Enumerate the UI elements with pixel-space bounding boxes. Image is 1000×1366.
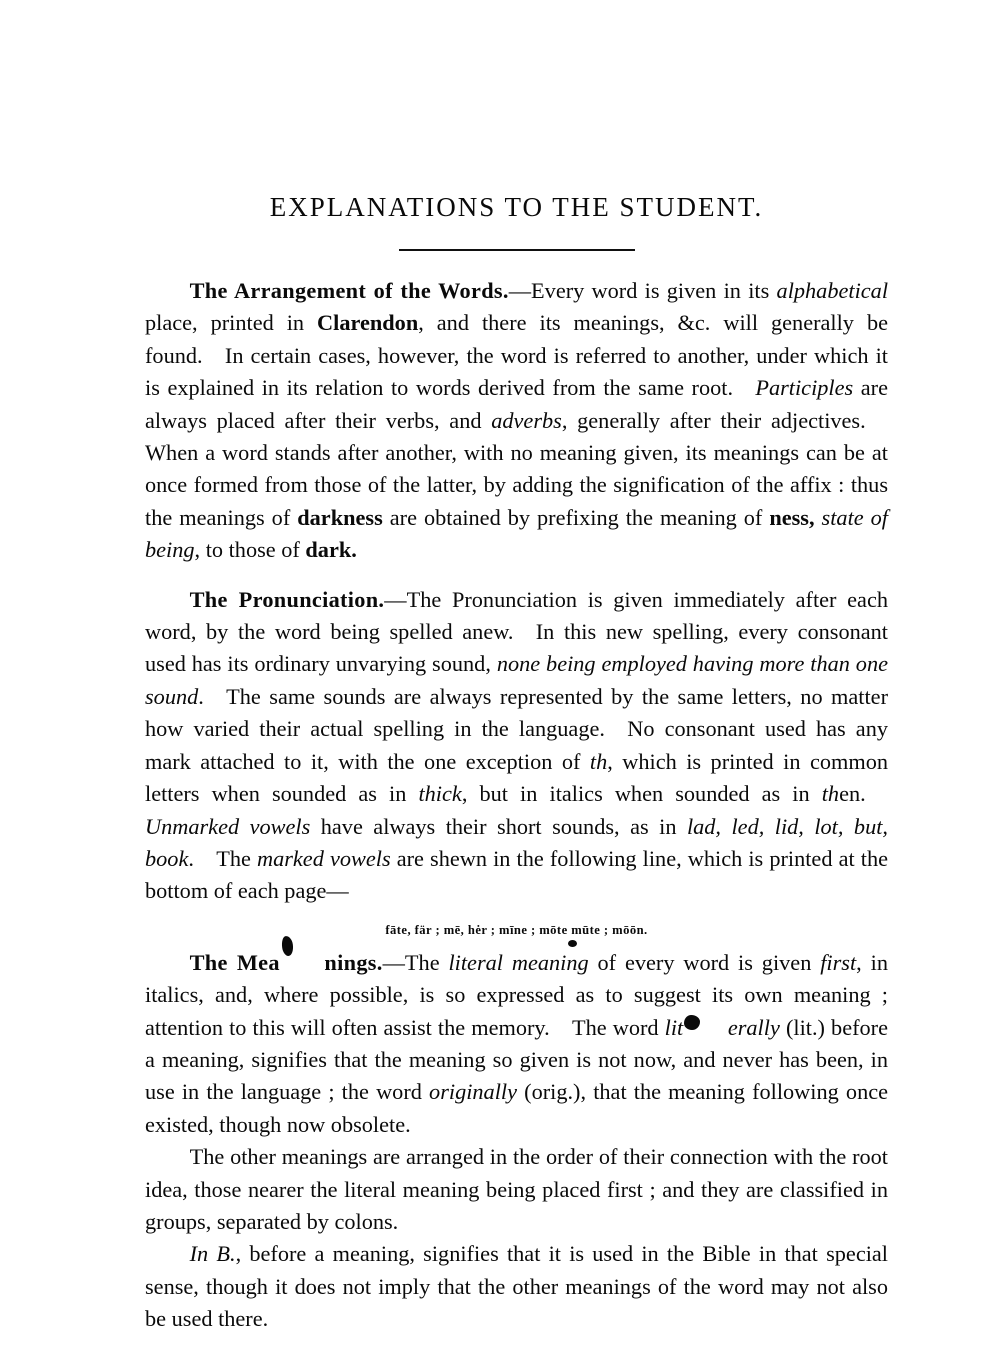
body-text: , but in italics when sounded as in [461, 781, 822, 807]
body-text: , and there its meanings, &c. will generally be found. In certain cases, however, the word is referred to another, under which it is explained in its relation to words derived from the same root. [145, 310, 888, 401]
italic-adverbs: adverbs [491, 407, 562, 433]
italic-literally-c: rally [737, 1014, 780, 1040]
heading-text-c: ings. [337, 949, 383, 975]
body-text: Every word is given in its [531, 278, 777, 303]
body-text: en. [839, 781, 888, 807]
key-line-part-3: ōōn. [623, 922, 648, 937]
body-text [815, 505, 822, 530]
italic-literally [665, 1015, 780, 1040]
title-divider [399, 249, 635, 251]
italic-in-b: In B. [189, 1241, 236, 1267]
body-text: . The same sounds are always represented by the same letters, no matter how varied their actual spelling in the language. No consonant used has any mark attached to it, with the one exception of [145, 683, 888, 774]
runin-heading-arrangement: The Arrangement of the Words. [189, 278, 509, 303]
body-text: The other meanings are arranged in the order of their connection with the root idea, those nearer the literal meaning being placed first ; and they are classified in groups, separated by colons. [145, 1144, 888, 1234]
italic-vowel-examples: lad, led, lid, lot, but, book [145, 813, 888, 871]
heading-text-a: The Mea [189, 949, 280, 975]
body-text: . The [188, 845, 257, 871]
ink-blot-icon [683, 1012, 738, 1044]
paragraph-other-meanings [145, 1141, 888, 1238]
bold-dark: dark. [305, 537, 357, 563]
italic-first: first [820, 949, 857, 975]
body-text: are shewn in the following line, which is printed at the bottom of each page— [145, 845, 888, 904]
italic-unmarked-vowels: Unmarked vowels [145, 813, 311, 839]
runin-heading-meanings [190, 950, 383, 975]
pronunciation-key-line [145, 922, 888, 938]
text-block [145, 0, 888, 1336]
body-text: of every word is given [588, 949, 821, 975]
italic-marked-vowels: marked vowels [256, 845, 391, 871]
paragraph-pronunciation [145, 584, 888, 908]
runin-heading-pronunciation: The Pronunciation. [189, 586, 385, 612]
ink-blot-icon [280, 947, 337, 979]
body-text: are obtained by prefixing the meaning of [382, 504, 770, 530]
italic-literally-a: lit [664, 1014, 684, 1040]
italic-participles: Participles [755, 375, 854, 401]
paragraph-meanings [145, 947, 888, 1141]
em-dash: — [508, 278, 532, 303]
italic-thick: thick [418, 781, 462, 807]
bold-ness: ness, [769, 504, 815, 530]
page-title: EXPLANATIONS TO THE STUDENT. [269, 192, 764, 222]
heading-text-b: n [324, 949, 338, 975]
body-text: have always their short sounds, as in [310, 813, 687, 839]
body-text: The [404, 949, 449, 975]
body-text: (orig.), that the meaning following once existed, though now obsolete. [145, 1079, 889, 1137]
body-text: , before a meaning, signifies that it is used in the Bible in that special sense, though it does not imply that the other meanings of the word may not also be used there. [145, 1241, 888, 1332]
italic-then-th: th [821, 781, 840, 807]
italic-none-being-employed: none being employed having more than one sound [145, 651, 888, 709]
italic-originally: originally [429, 1079, 517, 1105]
paragraph-bible-note [145, 1238, 888, 1335]
bold-darkness: darkness [297, 504, 383, 530]
em-dash: — [384, 586, 407, 612]
body-text: , which is printed in common letters when sounded as in [145, 748, 888, 807]
italic-state-of-being: state of being [145, 504, 888, 563]
em-dash: — [382, 949, 405, 975]
italic-alphabetical: alphabetical [776, 278, 889, 303]
body-text: , to those of [194, 537, 306, 563]
body-text: are always placed after their verbs, and [145, 375, 888, 433]
italic-literally-b: e [727, 1014, 738, 1040]
paragraph-arrangement [145, 275, 888, 567]
body-text: , generally after their adjectives. When a word stands after another, with no meaning given, its meanings can be at once formed from those of the latter, by adding the signification of the affix : thus the meanings of [145, 407, 888, 530]
body-text: , in italics, and, where possible, is so expressed as to suggest its own meaning ; attention to this will often assist the memory. The word [145, 949, 888, 1040]
body-text: The Pronunciation is given immediately after each word, by the word being spelled anew. In this new spelling, every consonant used has its ordinary unvarying sound, [145, 586, 888, 677]
bold-clarendon: Clarendon [317, 310, 419, 336]
italic-th: th [589, 748, 608, 774]
body-text: place, printed in [145, 310, 318, 336]
key-line-part-2: mūte ; m [567, 922, 624, 937]
key-line-part-1: fāte, fär ; mē, hėr ; mīne ; mōte [385, 922, 568, 937]
body-text: (lit.) before a meaning, signifies that the meaning so given is not now, and never has been, in use in the language ; the word [145, 1014, 888, 1105]
italic-literal-meaning: literal meaning [448, 949, 589, 975]
